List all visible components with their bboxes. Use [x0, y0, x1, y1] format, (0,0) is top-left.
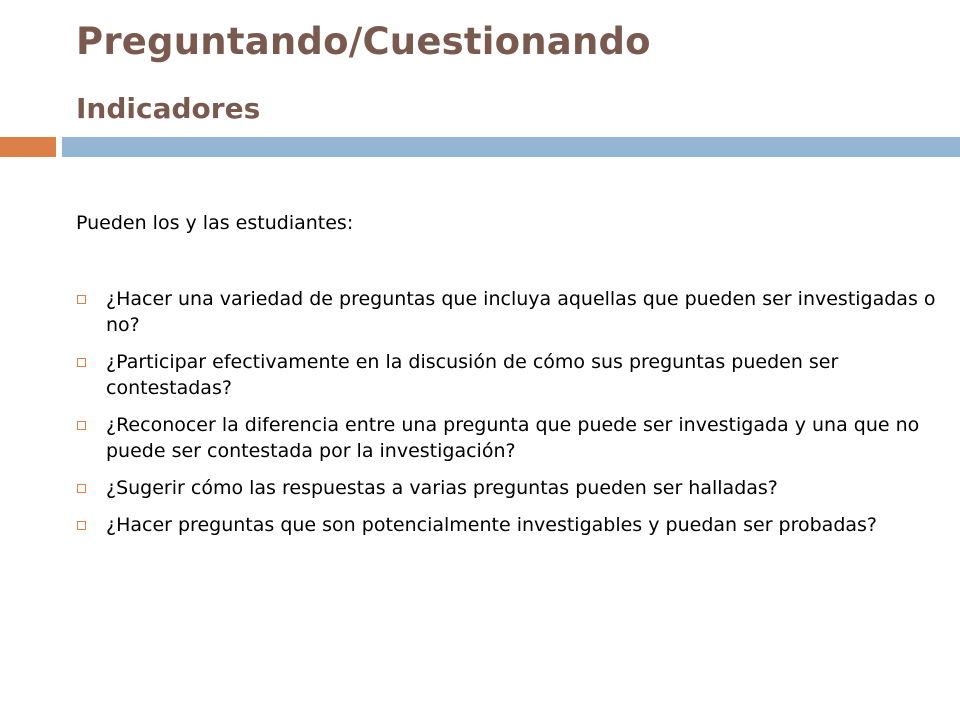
slide-content	[76, 210, 936, 549]
slide-subtitle: Indicadores	[76, 92, 261, 125]
square-bullet-icon	[77, 358, 86, 367]
list-item	[76, 349, 936, 401]
list-item-text: ¿Hacer preguntas que son potencialmente investigables y puedan ser probadas?	[106, 514, 878, 536]
list-item-text: ¿Hacer una variedad de preguntas que incluya aquellas que pueden ser investigadas o no?	[106, 288, 936, 336]
square-bullet-icon	[77, 421, 86, 430]
slide-title: Preguntando/Cuestionando	[76, 20, 651, 63]
list-item-text: ¿Reconocer la diferencia entre una pregunta que puede ser investigada y una que no puede ser contestada por la investigación?	[106, 414, 920, 462]
accent-bar	[0, 137, 56, 157]
square-bullet-icon	[77, 521, 86, 530]
list-item	[76, 412, 936, 464]
intro-text: Pueden los y las estudiantes:	[76, 212, 354, 234]
list-item	[76, 475, 936, 501]
list-item-text: ¿Participar efectivamente en la discusión de cómo sus preguntas pueden ser contestadas?	[106, 351, 839, 399]
square-bullet-icon	[77, 484, 86, 493]
square-bullet-icon	[77, 295, 86, 304]
list-item-text: ¿Sugerir cómo las respuestas a varias preguntas pueden ser halladas?	[106, 477, 778, 499]
bullet-list	[76, 286, 936, 538]
list-item	[76, 512, 936, 538]
list-item	[76, 286, 936, 338]
divider-bar	[62, 137, 960, 157]
